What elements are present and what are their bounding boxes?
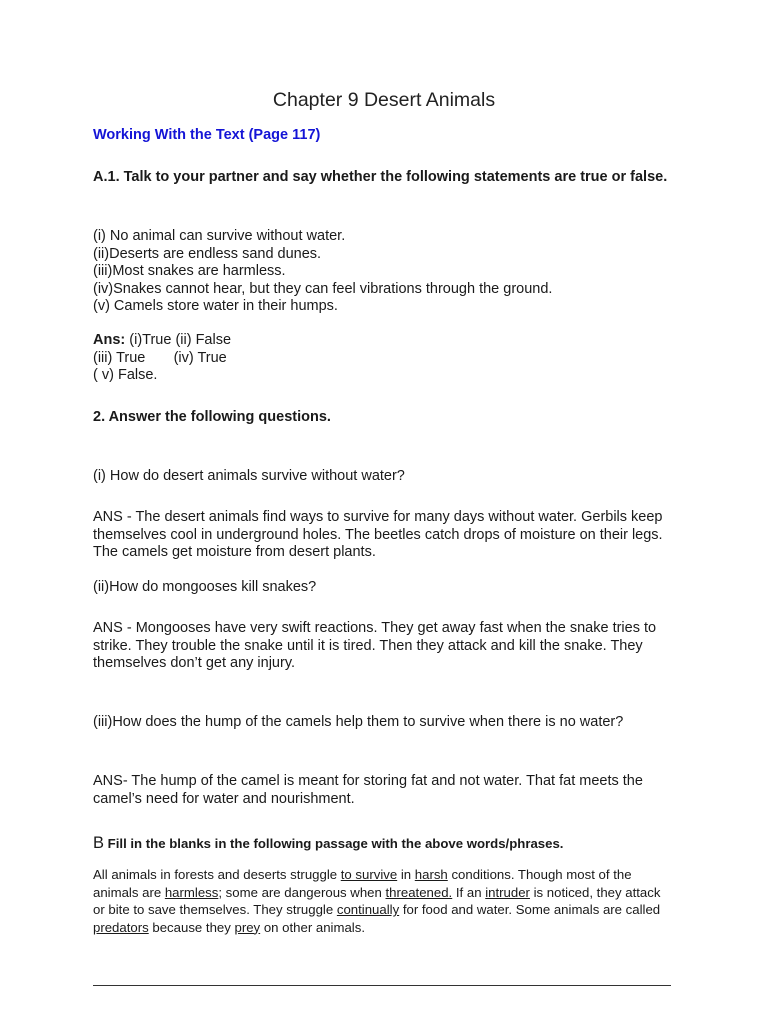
passage-text: because they: [148, 919, 235, 935]
statement-item: (v) Camels store water in their humps.: [93, 298, 338, 314]
statements-list: [93, 228, 683, 316]
section-a-instruction: A.1. Talk to your partner and say whether the following statements are true or false.: [93, 169, 668, 185]
section-b-instruction: [93, 835, 683, 853]
answers-block: [93, 332, 683, 385]
passage-text: for food and water. Some animals are called: [399, 902, 661, 917]
statement-item: (iv)Snakes cannot hear, but they can feel vibrations through the ground.: [93, 280, 553, 297]
passage-text: on other animals.: [260, 919, 365, 935]
statement-item: (i) No animal can survive without water.: [93, 228, 346, 244]
passage-text: If an: [452, 884, 486, 900]
statement-item: (ii)Deserts are endless sand dunes.: [93, 245, 322, 262]
statement-item: (iii)Most snakes are harmless.: [93, 263, 286, 279]
filled-blank: threatened.: [385, 884, 453, 900]
question-3: (iii)How does the hump of the camels help them to survive when there is no water?: [93, 714, 624, 730]
fill-in-passage: [93, 866, 668, 936]
filled-blank: predators: [93, 919, 149, 935]
section-2-instruction: 2. Answer the following questions.: [93, 409, 331, 425]
answer-line: [93, 332, 683, 350]
page-title: Chapter 9 Desert Animals: [272, 89, 496, 111]
passage-text: ; some are dangerous when: [218, 884, 386, 900]
answer-label: Ans:: [93, 332, 126, 348]
answer-2: ANS - Mongooses have very swift reactions. They get away fast when the snake tries to strike. They trouble the snake until it is tired. Then they attack and kill the snake. They themselves don’t get any injury.: [93, 620, 657, 671]
answer-3: ANS- The hump of the camel is meant for storing fat and not water. That fat meets the camel’s need for water and nourishment.: [93, 773, 643, 807]
passage-text: in: [397, 867, 415, 882]
question-1: (i) How do desert animals survive without water?: [93, 468, 405, 484]
answer-text: (i)True (ii) False: [125, 332, 232, 348]
filled-blank: harmless: [164, 884, 219, 900]
question-2: (ii)How do mongooses kill snakes?: [93, 579, 317, 595]
answer-line: ( v) False.: [93, 367, 158, 383]
filled-blank: prey: [234, 919, 261, 935]
section-b-instruction-text: Fill in the blanks in the following passage with the above words/phrases.: [104, 836, 564, 851]
divider-line: [93, 985, 671, 986]
filled-blank: intruder: [485, 884, 530, 900]
passage-text: All animals in forests and deserts struggle: [93, 867, 341, 882]
passage-text: is noticed, they attack or bite to save themselves. They struggle: [93, 884, 661, 917]
section-subheading: Working With the Text (Page 117): [93, 127, 321, 143]
answer-1: ANS - The desert animals find ways to survive for many days without water. Gerbils keep themselves cool in underground holes. The beetles catch drops of moisture on their legs. The camels get moisture from desert plants.: [93, 509, 663, 560]
section-b-letter: B: [93, 834, 105, 852]
answer-line: (iii) True (iv) True: [93, 349, 227, 366]
passage-text: conditions. Though most of the animals are: [93, 867, 632, 900]
filled-blank: continually: [336, 902, 400, 917]
filled-blank: harsh: [414, 867, 448, 882]
filled-blank: to survive: [340, 867, 398, 882]
